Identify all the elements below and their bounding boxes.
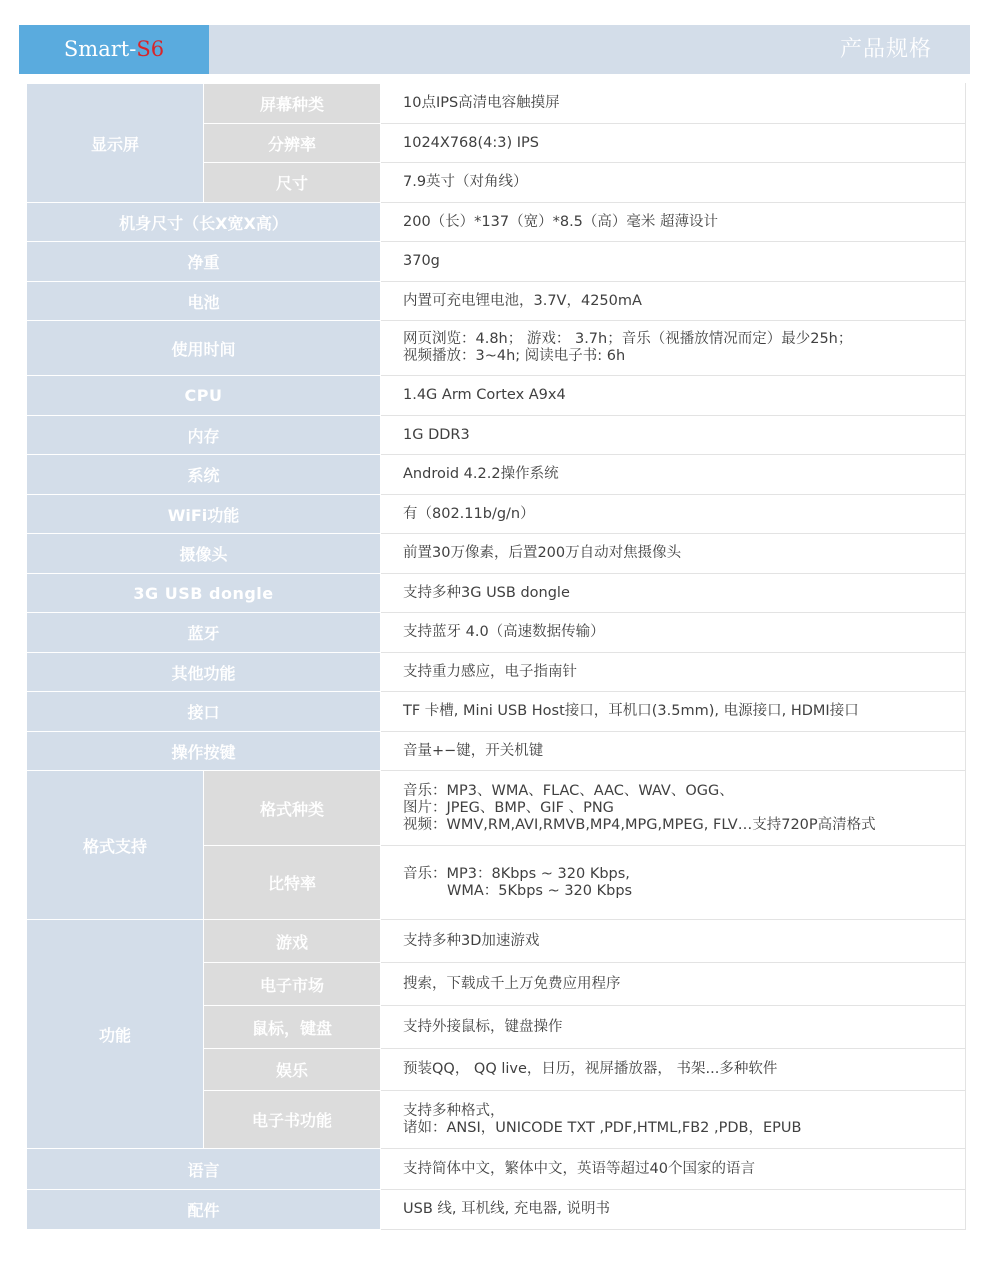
brand-prefix: Smart- [63, 37, 137, 61]
format-types-line-2: 图片：JPEG、BMP、GIF 、PNG [403, 799, 614, 816]
row-label-bluetooth: 蓝牙 [27, 613, 381, 653]
value-format-types [381, 771, 966, 846]
value-net-weight: 370g [381, 242, 966, 282]
table-row [27, 653, 966, 692]
row-label-net-weight: 净重 [27, 242, 381, 282]
row-sublabel-games: 游戏 [204, 920, 381, 963]
table-row [27, 321, 966, 376]
row-label-display: 显示屏 [27, 84, 204, 203]
value-wifi: 有（802.11b/g/n） [381, 495, 966, 534]
row-label-features: 功能 [27, 920, 204, 1149]
value-language: 支持简体中文，繁体中文，英语等超过40个国家的语言 [381, 1149, 966, 1190]
brand-model: S6 [136, 37, 165, 61]
usage-time-line-2: 视频播放：3~4h; 阅读电子书: 6h [403, 348, 626, 364]
table-row [27, 455, 966, 495]
table-row [27, 771, 966, 846]
row-label-ports: 接口 [27, 692, 381, 732]
row-label-language: 语言 [27, 1149, 381, 1190]
value-bitrate [381, 846, 966, 920]
value-ebook [381, 1091, 966, 1149]
value-size: 7.9英寸（对角线） [381, 163, 966, 203]
value-system: Android 4.2.2操作系统 [381, 455, 966, 495]
table-row [27, 732, 966, 771]
value-other: 支持重力感应，电子指南针 [381, 653, 966, 692]
table-row [27, 282, 966, 321]
table-row [27, 416, 966, 455]
row-sublabel-market: 电子市场 [204, 963, 381, 1006]
ebook-line-1: 支持多种格式， [403, 1102, 505, 1119]
row-sublabel-bitrate: 比特率 [204, 846, 381, 920]
row-label-other: 其他功能 [27, 653, 381, 692]
row-label-formats: 格式支持 [27, 771, 204, 920]
value-buttons: 音量+−键，开关机键 [381, 732, 966, 771]
row-label-dongle: 3G USB dongle [27, 574, 381, 613]
value-ports: TF 卡槽, Mini USB Host接口，耳机口(3.5mm), 电源接口, HDMI接口 [381, 692, 966, 732]
row-sublabel-format-types: 格式种类 [204, 771, 381, 846]
row-label-cpu: CPU [27, 376, 381, 416]
table-row [27, 613, 966, 653]
table-row [27, 1149, 966, 1190]
row-label-buttons: 操作按键 [27, 732, 381, 771]
row-label-system: 系统 [27, 455, 381, 495]
row-label-camera: 摄像头 [27, 534, 381, 574]
row-sublabel-screen-type: 屏幕种类 [204, 84, 381, 124]
table-row [27, 534, 966, 574]
table-row [27, 84, 966, 124]
value-bluetooth: 支持蓝牙 4.0（高速数据传输） [381, 613, 966, 653]
bitrate-line-1: 音乐：MP3：8Kbps ~ 320 Kbps, [403, 865, 630, 882]
value-dongle: 支持多种3G USB dongle [381, 574, 966, 613]
table-row [27, 376, 966, 416]
row-label-wifi: WiFi功能 [27, 495, 381, 534]
page-title: 产品规格 [839, 37, 932, 62]
spec-table [26, 83, 966, 1230]
table-row [27, 920, 966, 963]
brand-badge [19, 25, 209, 74]
bitrate-line-2: WMA：5Kbps ~ 320 Kbps [447, 882, 633, 899]
header-bar [19, 25, 970, 74]
row-label-battery: 电池 [27, 282, 381, 321]
row-label-usage-time: 使用时间 [27, 321, 381, 376]
row-label-accessories: 配件 [27, 1190, 381, 1230]
ebook-line-2: 诸如：ANSI，UNICODE TXT ,PDF,HTML,FB2 ,PDB，EPUB [403, 1119, 802, 1136]
value-resolution: 1024X768(4:3) IPS [381, 124, 966, 163]
value-games: 支持多种3D加速游戏 [381, 920, 966, 963]
table-row [27, 495, 966, 534]
value-entertainment: 预装QQ， QQ live，日历，视屏播放器， 书架...多种软件 [381, 1049, 966, 1091]
row-sublabel-size: 尺寸 [204, 163, 381, 203]
table-row [27, 242, 966, 282]
usage-time-line-1: 网页浏览：4.8h； 游戏： 3.7h；音乐（视播放情况而定）最少25h； [403, 331, 853, 347]
value-battery: 内置可充电锂电池，3.7V，4250mA [381, 282, 966, 321]
row-sublabel-resolution: 分辨率 [204, 124, 381, 163]
value-camera: 前置30万像素，后置200万自动对焦摄像头 [381, 534, 966, 574]
value-dimensions: 200（长）*137（宽）*8.5（高）毫米 超薄设计 [381, 203, 966, 242]
table-row [27, 574, 966, 613]
table-row [27, 203, 966, 242]
value-memory: 1G DDR3 [381, 416, 966, 455]
value-market: 搜索，下载成千上万免费应用程序 [381, 963, 966, 1006]
format-types-line-3: 视频：WMV,RM,AVI,RMVB,MP4,MPG,MPEG, FLV…支持720P高清格式 [403, 816, 876, 833]
table-row [27, 692, 966, 732]
row-sublabel-mouse-keyboard: 鼠标，键盘 [204, 1006, 381, 1049]
value-mouse-keyboard: 支持外接鼠标，键盘操作 [381, 1006, 966, 1049]
row-sublabel-ebook: 电子书功能 [204, 1091, 381, 1149]
table-row [27, 1190, 966, 1230]
format-types-line-1: 音乐：MP3、WMA、FLAC、AAC、WAV、OGG、 [403, 782, 734, 799]
value-screen-type: 10点IPS高清电容触摸屏 [381, 84, 966, 124]
value-cpu: 1.4G Arm Cortex A9x4 [381, 376, 966, 416]
value-accessories: USB 线, 耳机线, 充电器, 说明书 [381, 1190, 966, 1230]
row-label-dimensions: 机身尺寸（长X宽X高） [27, 203, 381, 242]
value-usage-time [381, 321, 966, 376]
row-label-memory: 内存 [27, 416, 381, 455]
row-sublabel-entertainment: 娱乐 [204, 1049, 381, 1091]
